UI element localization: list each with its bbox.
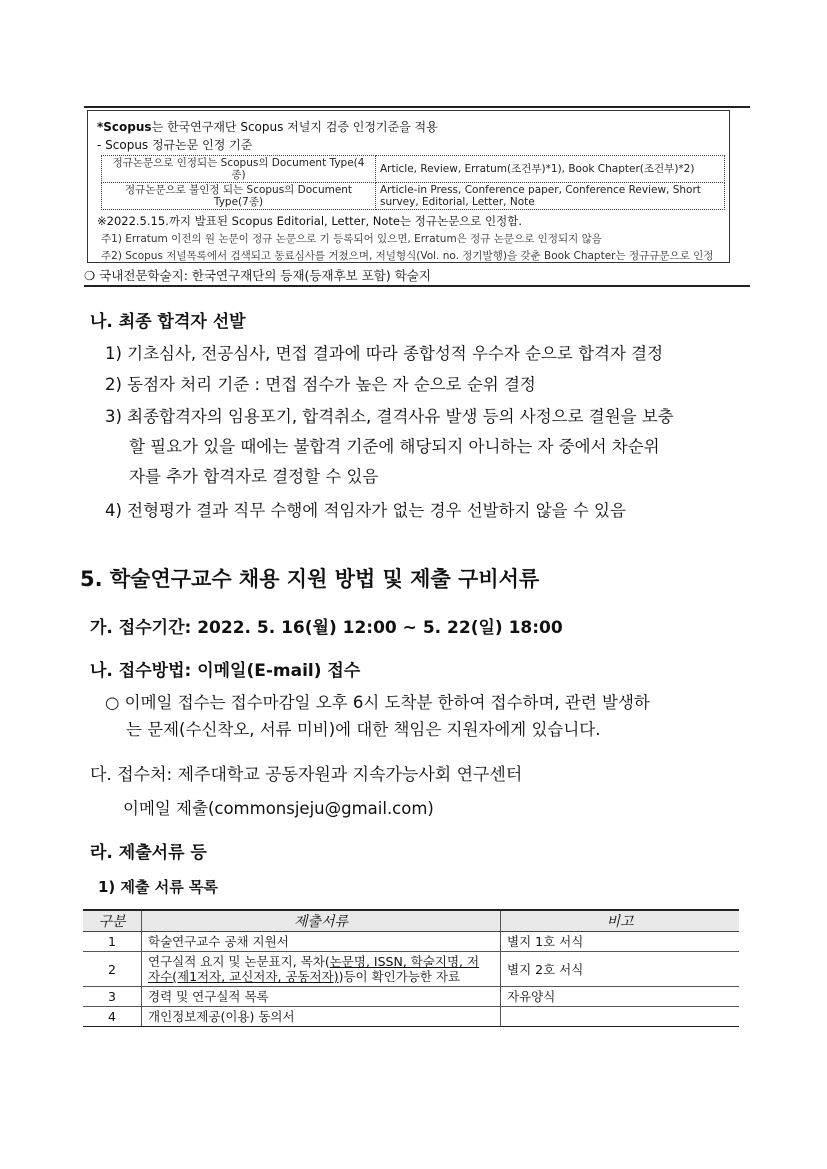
row-remark — [501, 1007, 740, 1027]
application-method: 나. 접수방법: 이메일(E-mail) 접수 — [90, 661, 361, 681]
row-remark: 별지 2호 서식 — [501, 952, 740, 987]
rejected-types-value: Article-in Press, Conference paper, Conference Review, Short survey, Editorial, Letter, Note — [376, 183, 725, 210]
submission-email: 이메일 제출(commonsjeju@gmail.com) — [123, 799, 434, 818]
header-remarks: 비고 — [501, 910, 740, 932]
table-row — [102, 183, 725, 210]
row-number: 4 — [83, 1007, 142, 1027]
row-document: 경력 및 연구실적 목록 — [142, 987, 501, 1007]
bottom-rule — [84, 285, 750, 287]
scopus-subtitle: - Scopus 정규논문 인정 기준 — [97, 138, 253, 152]
documents-subheading: 1) 제출 서류 목록 — [98, 878, 218, 896]
row-document — [142, 952, 501, 987]
accepted-types-value: Article, Review, Erratum(조건부)*1), Book Chapter(조건부)*2) — [376, 156, 725, 183]
row-number: 1 — [83, 932, 142, 952]
scopus-note-1: ※2022.5.15.까지 발표된 Scopus Editorial, Letter, Note는 정규논문으로 인정함. — [97, 214, 523, 228]
list-item: 3) 최종합격자의 임용포기, 합격취소, 결격사유 발생 등의 사정으로 결원을 보충 — [105, 407, 674, 426]
scopus-criteria-box — [84, 106, 750, 286]
scopus-note-3: 주2) Scopus 저널목록에서 검색되고 동료심사를 거쳤으며, 저널형식(Vol. no. 정기발행)을 갖춘 Book Chapter는 정규규문으로 인정 — [101, 250, 714, 262]
method-note-line-1: ○ 이메일 접수는 접수마감일 오후 6시 도착분 한하여 접수하며, 관련 발생하 — [105, 693, 650, 712]
row-number: 2 — [83, 952, 142, 987]
list-item-continued: 할 필요가 있을 때에는 불합격 기준에 해당되지 아니하는 자 중에서 차순위 — [129, 437, 660, 456]
scopus-title-bold: *Scopus — [97, 120, 152, 134]
doc-text-underlined: 논문명, ISSN, 학술지명, 저자수(제1저자, 교신저자, 공동저자) — [148, 954, 480, 984]
doc-text: 연구실적 요지 및 논문표지, 목차( — [148, 954, 330, 969]
application-place: 다. 접수처: 제주대학교 공동자원과 지속가능사회 연구센터 — [90, 765, 523, 785]
row-remark: 자유양식 — [501, 987, 740, 1007]
document-type-table — [101, 155, 725, 210]
application-period: 가. 접수기간: 2022. 5. 16(월) 12:00 ~ 5. 22(일) 18:00 — [90, 618, 563, 638]
rejected-types-label: 정규논문으로 불인정 되는 Scopus의 Document Type(7종) — [102, 183, 376, 210]
section-5-heading: 5. 학술연구교수 채용 지원 방법 및 제출 구비서류 — [80, 567, 540, 591]
doc-text: )등이 확인가능한 자료 — [338, 969, 461, 984]
table-row — [83, 932, 739, 952]
row-remark: 별지 1호 서식 — [501, 932, 740, 952]
table-row — [83, 952, 739, 987]
documents-heading: 라. 제출서류 등 — [90, 843, 207, 863]
row-document: 개인정보제공(이용) 동의서 — [142, 1007, 501, 1027]
scopus-note-2: 주1) Erratum 이전의 원 논문이 정규 논문으로 기 등록되어 있으면, Erratum은 정규 논문으로 인정되지 않음 — [101, 233, 602, 245]
table-header-row — [83, 910, 739, 932]
list-item: 2) 동점자 처리 기준 : 면접 점수가 높은 자 순으로 순위 결정 — [105, 375, 536, 394]
scopus-title-rest: 는 한국연구재단 Scopus 저널지 검증 인정기준을 적용 — [151, 120, 438, 134]
scopus-title — [97, 118, 438, 135]
list-item: 4) 전형평가 결과 직무 수행에 적임자가 없는 경우 선발하지 않을 수 있음 — [105, 501, 626, 520]
documents-table — [83, 909, 739, 1027]
accepted-types-label: 정규논문으로 인정되는 Scopus의 Document Type(4종) — [102, 156, 376, 183]
header-category: 구분 — [83, 910, 142, 932]
list-item: 1) 기초심사, 전공심사, 면접 결과에 따라 종합성적 우수자 순으로 합격자 결정 — [105, 344, 664, 363]
row-number: 3 — [83, 987, 142, 1007]
method-note-line-2: 는 문제(수신착오, 서류 미비)에 대한 책임은 지원자에게 있습니다. — [126, 720, 601, 739]
scopus-frame — [87, 110, 730, 263]
table-row — [83, 1007, 739, 1027]
header-documents: 제출서류 — [142, 910, 501, 932]
final-selection-heading: 나. 최종 합격자 선발 — [90, 312, 246, 332]
table-row — [83, 987, 739, 1007]
domestic-journal-note: ❍ 국내전문학술지: 한국연구재단의 등재(등재후보 포함) 학술지 — [84, 268, 431, 283]
list-item-continued: 자를 추가 합격자로 결정할 수 있음 — [129, 467, 379, 486]
row-document: 학술연구교수 공채 지원서 — [142, 932, 501, 952]
top-rule — [84, 106, 750, 108]
table-row — [102, 156, 725, 183]
